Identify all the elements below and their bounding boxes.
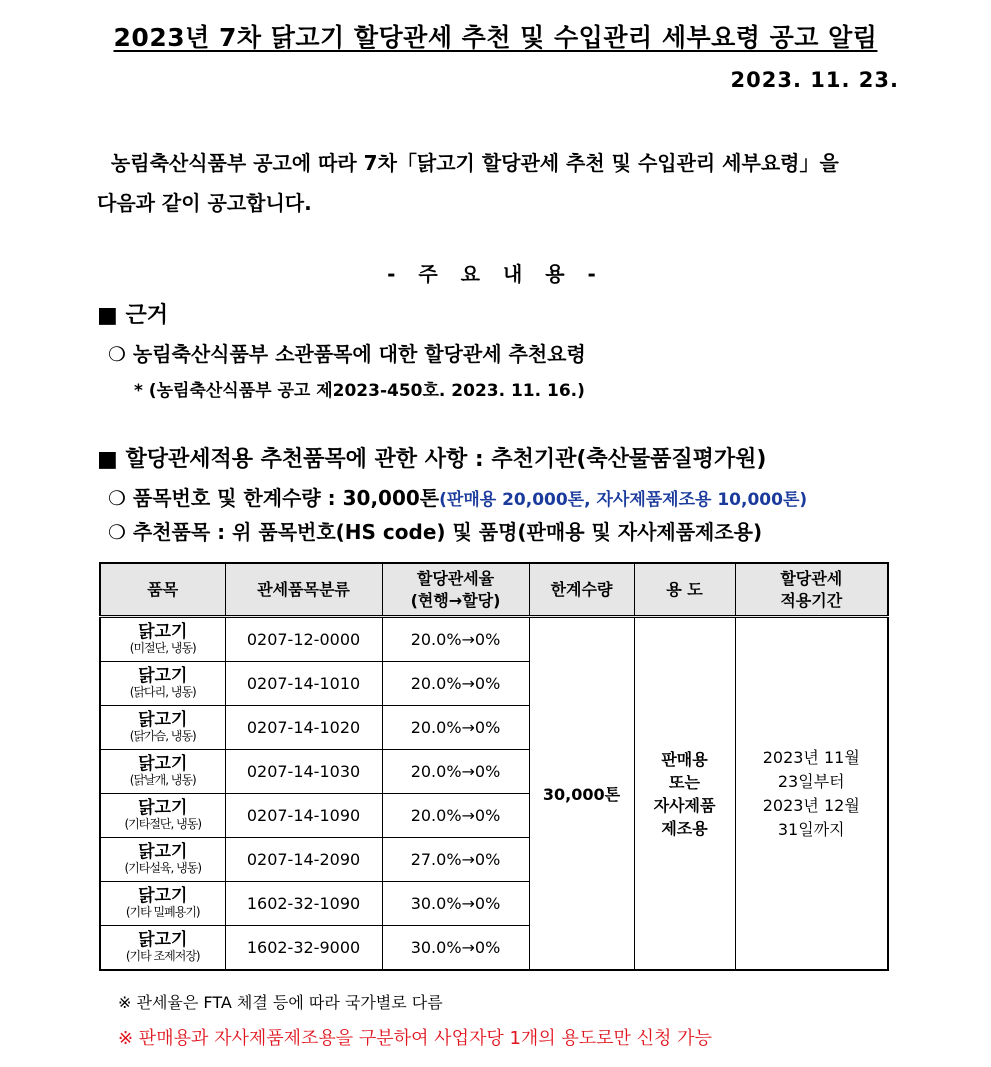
- item-cell: 닭고기 (닭다리, 냉동): [100, 662, 225, 706]
- rate-cell: 20.0%→0%: [382, 617, 529, 662]
- item-cell: 닭고기 (미절단, 냉동): [100, 617, 225, 662]
- items-line-recommended: ❍ 추천품목 : 위 품목번호(HS code) 및 품명(판매용 및 자사제품제조용): [108, 520, 763, 544]
- basis-item: ❍ 농림축산식품부 소관품목에 대한 할당관세 추천요령: [108, 342, 586, 366]
- hs-cell: 0207-14-1020: [225, 706, 382, 750]
- header-period: 할당관세 적용기간: [735, 563, 888, 617]
- item-cell: 닭고기 (기타절단, 냉동): [100, 794, 225, 838]
- footnote-application: ※ 판매용과 자사제품제조용을 구분하여 사업자당 1개의 용도로만 신청 가능: [118, 1028, 712, 1049]
- item-cell: 닭고기 (닭날개, 냉동): [100, 750, 225, 794]
- basis-note: * (농림축산식품부 공고 제2023-450호. 2023. 11. 16.): [134, 381, 585, 401]
- item-cell: 닭고기 (닭가슴, 냉동): [100, 706, 225, 750]
- quantity-main-text: ❍ 품목번호 및 한계수량 : 30,000톤: [108, 486, 440, 510]
- item-cell: 닭고기 (기타설육, 냉동): [100, 838, 225, 882]
- item-cell: 닭고기 (기타 밀폐용기): [100, 882, 225, 926]
- hs-cell: 0207-12-0000: [225, 617, 382, 662]
- hs-cell: 0207-14-1090: [225, 794, 382, 838]
- items-section-heading: ■ 할당관세적용 추천품목에 관한 사항 : 추천기관(축산물품질평가원): [97, 447, 767, 472]
- table-row: [100, 617, 888, 662]
- rate-cell: 27.0%→0%: [382, 838, 529, 882]
- rate-cell: 20.0%→0%: [382, 662, 529, 706]
- quota-table: [99, 562, 889, 971]
- header-use: 용 도: [634, 563, 735, 617]
- header-hs-code: 관세품목분류: [225, 563, 382, 617]
- intro-line-2: 다음과 같이 공고합니다.: [97, 191, 312, 215]
- limit-cell: 30,000톤: [529, 617, 634, 971]
- hs-cell: 1602-32-9000: [225, 926, 382, 971]
- basis-heading: ■ 근거: [97, 303, 168, 328]
- header-limit: 한계수량: [529, 563, 634, 617]
- quantity-breakdown-text: (판매용 20,000톤, 자사제품제조용 10,000톤): [439, 490, 808, 510]
- hs-cell: 0207-14-1030: [225, 750, 382, 794]
- item-cell: 닭고기 (기타 조제저장): [100, 926, 225, 971]
- hs-cell: 0207-14-2090: [225, 838, 382, 882]
- rate-cell: 20.0%→0%: [382, 706, 529, 750]
- summary-heading: - 주 요 내 용 -: [387, 262, 604, 286]
- use-cell: 판매용 또는 자사제품 제조용: [634, 617, 735, 971]
- rate-cell: 30.0%→0%: [382, 882, 529, 926]
- table-header-row: [100, 563, 888, 617]
- items-line-quantity: [108, 482, 807, 511]
- header-item: 품목: [100, 563, 225, 617]
- rate-cell: 20.0%→0%: [382, 750, 529, 794]
- rate-cell: 30.0%→0%: [382, 926, 529, 971]
- document-date: 2023. 11. 23.: [730, 68, 899, 92]
- hs-cell: 0207-14-1010: [225, 662, 382, 706]
- intro-line-1: 농림축산식품부 공고에 따라 7차「닭고기 할당관세 추천 및 수입관리 세부요령」을: [97, 151, 839, 175]
- document-title: 2023년 7차 닭고기 할당관세 추천 및 수입관리 세부요령 공고 알림: [113, 23, 878, 52]
- header-tariff-rate: 할당관세율 (현행→할당): [382, 563, 529, 617]
- footnote-tariff: ※ 관세율은 FTA 체결 등에 따라 국가별로 다름: [118, 993, 443, 1012]
- period-cell: 2023년 11월 23일부터 2023년 12월 31일까지: [735, 617, 888, 971]
- hs-cell: 1602-32-1090: [225, 882, 382, 926]
- rate-cell: 20.0%→0%: [382, 794, 529, 838]
